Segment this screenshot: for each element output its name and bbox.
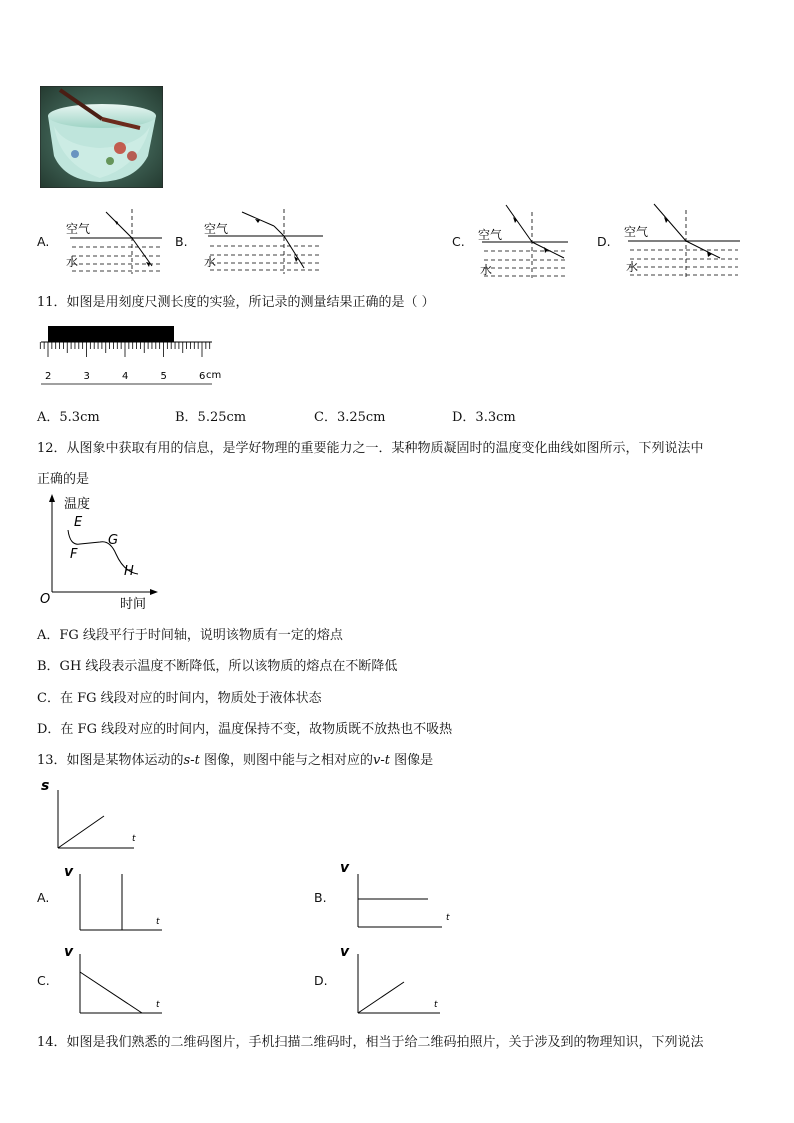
q12-question-line2: 正确的是 (37, 472, 90, 487)
q13-text-pre: 13．如图是某物体运动的 (37, 753, 184, 768)
point-h: H (124, 564, 134, 579)
q12-option-a[interactable]: A．FG 线段平行于时间轴，说明该物质有一定的熔点 (37, 628, 343, 643)
q13-option-b[interactable] (314, 890, 327, 905)
t-label: t (434, 1000, 438, 1010)
water-label: 水 (480, 263, 493, 277)
ruler-diagram (38, 324, 228, 390)
air-label: 空气 (66, 222, 91, 236)
q13-option-d[interactable] (314, 973, 328, 988)
air-label: 空气 (624, 225, 649, 239)
water-label: 水 (66, 255, 79, 269)
q13-st-label: s-t (183, 753, 200, 768)
q12-option-c[interactable]: C．在 FG 线段对应的时间内，物质处于液体状态 (37, 691, 322, 706)
x-axis-label: 时间 (120, 597, 147, 612)
q10-diagram-d (620, 198, 744, 284)
option-letter: B. (175, 234, 188, 249)
y-axis-label: 温度 (64, 497, 91, 512)
q13-text-post: 图像是 (389, 753, 434, 768)
q13-question (37, 749, 433, 768)
air-label: 空气 (204, 222, 229, 236)
option-letter: B. (314, 890, 327, 905)
origin-label: O (40, 592, 51, 607)
vt-graph-b (338, 856, 458, 936)
ruler-label: 6 (199, 371, 206, 382)
v-label: v (64, 944, 74, 960)
st-x-label: t (132, 834, 136, 844)
q13-vt-label: v-t (372, 753, 390, 768)
water-label: 水 (204, 255, 217, 269)
v-label: v (64, 864, 74, 880)
q14-question: 14．如图是我们熟悉的二维码图片，手机扫描二维码时，相当于给二维码拍照片，关于涉及到的物理知识，下列说法 (37, 1035, 704, 1050)
q11-option-c[interactable]: C．3.25cm (314, 410, 386, 425)
option-letter: A. (37, 890, 50, 905)
ruler-unit: cm (206, 370, 222, 381)
q13-text-mid: 图像，则图中能与之相对应的 (199, 753, 373, 768)
ruler-label: 5 (160, 371, 167, 382)
ruler-label: 4 (122, 371, 129, 382)
option-letter: C. (452, 234, 465, 249)
vt-graph-d (338, 940, 448, 1022)
t-label: t (156, 1000, 160, 1010)
option-letter: D. (597, 234, 611, 249)
option-letter: C. (37, 973, 50, 988)
ruler-label: 2 (45, 371, 52, 382)
q11-option-a[interactable]: A．5.3cm (37, 410, 100, 425)
measured-object (48, 326, 174, 342)
water-label: 水 (626, 260, 639, 274)
q10-diagram-b (198, 206, 328, 280)
t-label: t (156, 917, 160, 927)
q13-option-c[interactable] (37, 973, 50, 988)
q10-option-b[interactable] (175, 234, 188, 249)
v-label: v (340, 944, 350, 960)
point-e: E (74, 515, 83, 530)
air-label: 空气 (478, 228, 503, 242)
q11-question: 11．如图是用刻度尺测长度的实验，所记录的测量结果正确的是（ ） (37, 295, 435, 310)
q10-option-c[interactable] (452, 234, 465, 249)
q10-diagram-c (474, 200, 574, 284)
q13-option-a[interactable] (37, 890, 49, 905)
q11-option-d[interactable]: D．3.3cm (452, 410, 516, 425)
point-g: G (108, 533, 119, 548)
bowl-photo (40, 86, 163, 188)
q12-question-line1: 12．从图象中获取有用的信息，是学好物理的重要能力之一．某种物质凝固时的温度变化曲线如图所示，下列说法中 (37, 441, 704, 456)
ruler-label: 3 (83, 371, 90, 382)
t-label: t (446, 913, 450, 923)
vt-graph-c (60, 940, 170, 1022)
option-letter: D. (314, 973, 328, 988)
q12-option-b[interactable]: B．GH 线段表示温度不断降低，所以该物质的熔点在不断降低 (37, 659, 398, 674)
q12-option-d[interactable]: D．在 FG 线段对应的时间内，温度保持不变，故物质既不放热也不吸热 (37, 722, 453, 737)
vt-graph-a (60, 860, 170, 939)
v-label: v (340, 860, 350, 876)
q11-option-b[interactable]: B．5.25cm (175, 410, 247, 425)
st-graph (38, 774, 143, 858)
st-y-label: s (41, 778, 50, 794)
q10-diagram-a (60, 206, 170, 280)
q10-option-d[interactable] (597, 234, 611, 249)
q10-option-a[interactable] (37, 234, 49, 249)
temperature-time-graph (36, 492, 166, 618)
option-letter: A. (37, 234, 50, 249)
point-f: F (70, 547, 78, 562)
